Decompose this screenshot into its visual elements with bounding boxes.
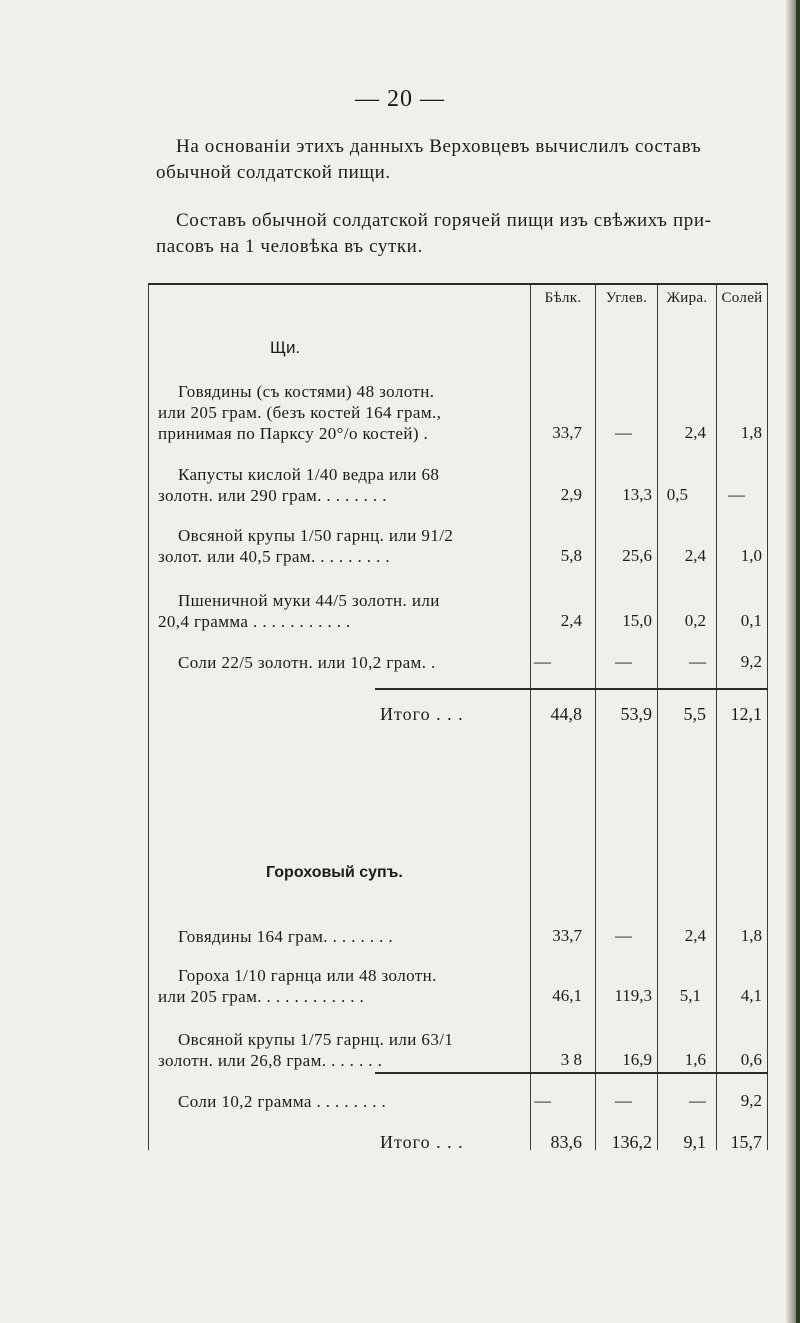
table-left-border (148, 285, 149, 1150)
intro-paragraph (156, 134, 776, 186)
row-text: Соли 22/5 золотн. или 10,2 грам. . (178, 653, 436, 672)
value-cell: 2,4 (684, 423, 706, 442)
value-cell: 2,4 (684, 926, 706, 945)
value-cell: — (534, 1091, 551, 1110)
column-header-salts: Солей (721, 290, 763, 306)
value-cell: 9,2 (740, 652, 762, 671)
value-cell: 119,3 (614, 986, 652, 1005)
value-cell: 46,1 (552, 986, 582, 1005)
value-cell: 0,5 (666, 485, 688, 504)
total-cell: 44,8 (550, 704, 582, 724)
value-cell: 25,6 (622, 546, 652, 565)
value-cell: 2,4 (560, 611, 582, 630)
row-text: Соли 10,2 грамма . . . . . . . . (178, 1092, 387, 1111)
row-text: Говядины (съ костями) 48 золотн. (178, 382, 435, 401)
subtotal-rule (375, 688, 768, 690)
page-edge-binding (796, 0, 800, 1323)
value-cell: 33,7 (552, 423, 582, 442)
row-text: Гороха 1/10 гарнца или 48 золотн. (178, 966, 437, 985)
value-cell: 1,8 (740, 423, 762, 442)
value-cell: 1,0 (740, 546, 762, 565)
value-cell: — (689, 652, 706, 671)
row-text: Говядины 164 грам. . . . . . . . (178, 927, 394, 946)
total-label: Итого . . . (380, 1132, 464, 1152)
value-cell: 15,0 (622, 611, 652, 630)
total-label: Итого . . . (380, 704, 464, 724)
section-title-shchi: Щи. (270, 338, 301, 357)
total-cell: 136,2 (611, 1132, 652, 1152)
value-cell: 4,1 (740, 986, 762, 1005)
section-title-pea-soup: Гороховый супъ. (266, 864, 403, 881)
total-cell: 15,7 (730, 1132, 762, 1152)
value-cell: 1,6 (684, 1050, 706, 1069)
value-cell: — (534, 652, 551, 671)
value-cell: 5,8 (560, 546, 582, 565)
intro-line-1: На основаніи этихъ данныхъ Верховцевъ вычислилъ составъ (176, 136, 702, 157)
column-header-fat: Жира. (666, 290, 708, 306)
value-cell: 2,4 (684, 546, 706, 565)
row-text: принимая по Парксу 20°/о костей) . (158, 424, 429, 443)
value-cell: — (689, 1091, 706, 1110)
row-text: Овсяной крупы 1/50 гарнц. или 91/2 (178, 526, 454, 545)
value-cell: — (615, 652, 632, 671)
row-text: золотн. или 26,8 грам. . . . . . . (158, 1051, 383, 1070)
table-top-rule (148, 283, 768, 285)
row-text: или 205 грам. (безъ костей 164 грам., (158, 403, 442, 422)
value-cell: — (615, 926, 632, 945)
row-text: или 205 грам. . . . . . . . . . . . (158, 987, 365, 1006)
title-line-1: Составъ обычной солдатской горячей пищи изъ свѣжихъ при- (176, 210, 712, 231)
value-cell: 0,6 (740, 1050, 762, 1069)
value-cell: — (615, 423, 632, 442)
subtotal-rule (375, 1072, 768, 1074)
value-cell: 5,1 (679, 986, 701, 1005)
value-cell: 2,9 (560, 485, 582, 504)
value-cell: 0,1 (740, 611, 762, 630)
value-cell: 0,2 (684, 611, 706, 630)
value-cell: — (728, 485, 745, 504)
value-cell: 13,3 (622, 485, 652, 504)
value-cell: — (615, 1091, 632, 1110)
value-cell: 16,9 (622, 1050, 652, 1069)
total-cell: 53,9 (620, 704, 652, 724)
table-title (156, 208, 776, 260)
value-cell: 1,8 (740, 926, 762, 945)
row-text: Овсяной крупы 1/75 гарнц. или 63/1 (178, 1030, 454, 1049)
table-right-border (767, 285, 768, 1150)
row-text: 20,4 грамма . . . . . . . . . . . (158, 612, 351, 631)
total-cell: 83,6 (550, 1132, 582, 1152)
row-text: золотн. или 290 грам. . . . . . . . (158, 486, 387, 505)
value-cell: 33,7 (552, 926, 582, 945)
row-text: Пшеничной муки 44/5 золотн. или (178, 591, 440, 610)
total-cell: 12,1 (730, 704, 762, 724)
row-text: золот. или 40,5 грам. . . . . . . . . (158, 547, 391, 566)
value-cell: 3 8 (560, 1050, 582, 1069)
column-header-carbs: Углев. (605, 290, 648, 306)
total-cell: 5,5 (683, 704, 706, 724)
value-cell: 9,2 (740, 1091, 762, 1110)
row-text: Капусты кислой 1/40 ведра или 68 (178, 465, 440, 484)
page-number: — 20 — (355, 86, 445, 112)
column-header-protein: Бѣлк. (544, 290, 582, 306)
intro-line-2: обычной солдатской пищи. (156, 162, 391, 183)
total-cell: 9,1 (683, 1132, 706, 1152)
title-line-2: пасовъ на 1 человѣка въ сутки. (156, 236, 423, 257)
